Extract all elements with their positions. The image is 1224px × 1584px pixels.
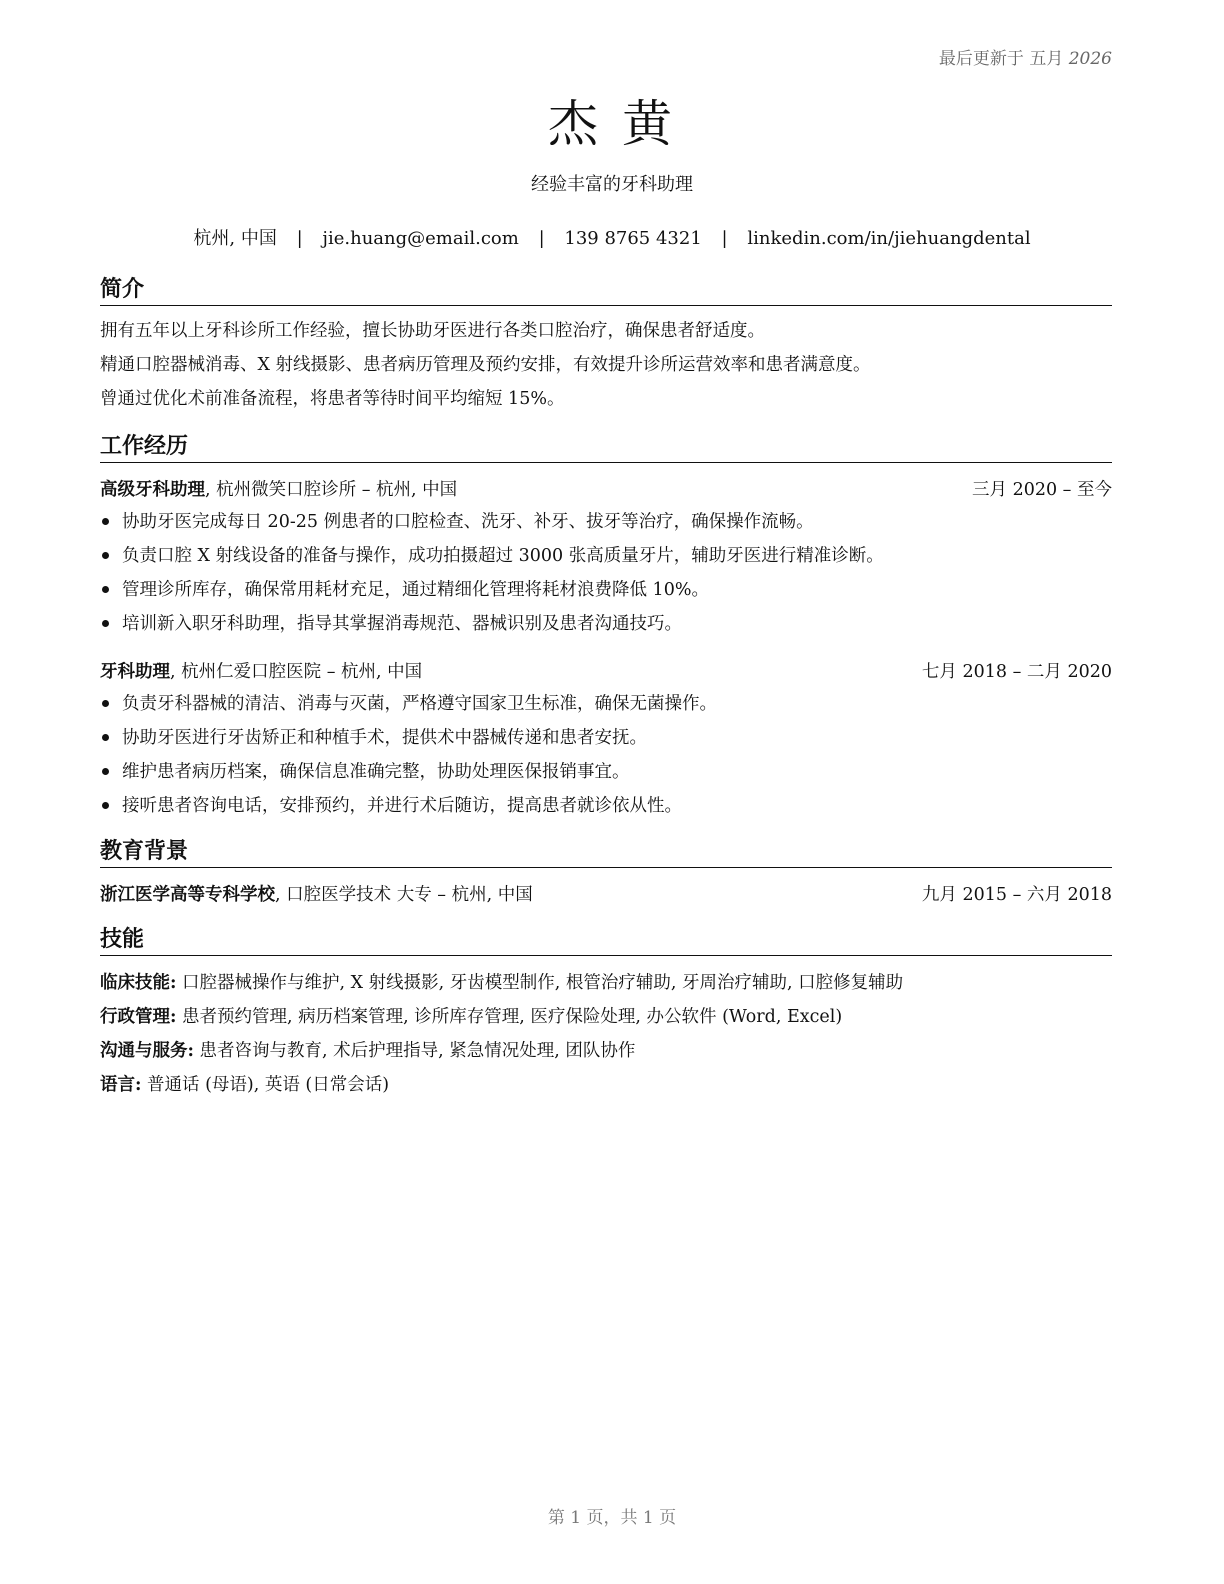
job-dates: 三月 2020 – 至今 (972, 480, 1112, 500)
job-header (100, 659, 1112, 685)
contact-location: 杭州, 中国 (193, 228, 277, 249)
skill-label: 语言: (100, 1075, 142, 1095)
experience-section (100, 433, 1112, 823)
summary-line: 精通口腔器械消毒、X 射线摄影、患者病历管理及预约安排，有效提升诊所运营效率和患者满意度。 (100, 355, 871, 375)
job-header (100, 477, 1112, 503)
job-bullet-text: 协助牙医进行牙齿矫正和种植手术，提供术中器械传递和患者安抚。 (122, 728, 647, 748)
skill-value: 患者咨询与教育, 术后护理指导, 紧急情况处理, 团队协作 (193, 1041, 636, 1061)
contact-line (0, 224, 1224, 250)
summary-line: 拥有五年以上牙科诊所工作经验，擅长协助牙医进行各类口腔治疗，确保患者舒适度。 (100, 321, 765, 341)
job-bullet-text: 负责口腔 X 射线设备的准备与操作，成功拍摄超过 3000 张高质量牙片，辅助牙医进行精准诊断。 (122, 546, 884, 566)
skill-label: 行政管理: (100, 1007, 177, 1027)
bullet-dot-icon (102, 768, 109, 775)
last-updated-year: 2026 (1068, 49, 1112, 69)
job-bullet-text: 维护患者病历档案，确保信息准确完整，协助处理医保报销事宜。 (122, 762, 630, 782)
skill-row (100, 1034, 1112, 1068)
skills-title: 技能 (100, 926, 1112, 956)
candidate-name: 杰 黄 (548, 95, 676, 153)
candidate-headline: 经验丰富的牙科助理 (531, 174, 693, 195)
skill-row (100, 966, 1112, 1000)
bullet-dot-icon (102, 586, 109, 593)
job-bullet-text: 协助牙医完成每日 20-25 例患者的口腔检查、洗牙、补牙、拔牙等治疗，确保操作流畅。 (122, 512, 814, 532)
contact-separator: | (721, 228, 728, 249)
bullet-dot-icon (102, 518, 109, 525)
job-bullet (100, 607, 1112, 641)
job-org: , 杭州微笑口腔诊所 – 杭州, 中国 (205, 480, 458, 500)
bullet-dot-icon (102, 620, 109, 627)
job-bullet (100, 721, 1112, 755)
contact-separator: | (296, 228, 303, 249)
education-title: 教育背景 (100, 838, 1112, 868)
page-number: 第 1 页，共 1 页 (547, 1508, 677, 1528)
skill-label: 临床技能: (100, 973, 177, 993)
bullet-dot-icon (102, 734, 109, 741)
job-org: , 杭州仁爱口腔医院 – 杭州, 中国 (170, 662, 423, 682)
bullet-dot-icon (102, 802, 109, 809)
skill-value: 口腔器械操作与维护, X 射线摄影, 牙齿模型制作, 根管治疗辅助, 牙周治疗辅助, 口腔修复辅助 (176, 973, 904, 993)
education-detail: , 口腔医学技术 大专 – 杭州, 中国 (275, 885, 533, 905)
education-dates: 九月 2015 – 六月 2018 (921, 885, 1112, 905)
job-role: 高级牙科助理 (100, 480, 205, 500)
contact-phone: 139 8765 4321 (564, 228, 702, 249)
contact-linkedin-link[interactable]: linkedin.com/in/jiehuangdental (747, 228, 1031, 249)
bullet-dot-icon (102, 700, 109, 707)
education-school: 浙江医学高等专科学校 (100, 885, 275, 905)
education-section (100, 838, 1112, 908)
summary-section (100, 276, 1112, 416)
job-bullet-text: 培训新入职牙科助理，指导其掌握消毒规范、器械识别及患者沟通技巧。 (122, 614, 682, 634)
job-bullet (100, 573, 1112, 607)
experience-title: 工作经历 (100, 433, 1112, 463)
summary-line: 曾通过优化术前准备流程，将患者等待时间平均缩短 15%。 (100, 389, 565, 409)
job-bullet (100, 505, 1112, 539)
job-bullet (100, 789, 1112, 823)
job-bullet (100, 539, 1112, 573)
last-updated (939, 44, 1112, 69)
job-bullet (100, 687, 1112, 721)
job-dates: 七月 2018 – 二月 2020 (921, 662, 1112, 682)
bullet-dot-icon (102, 552, 109, 559)
contact-separator: | (538, 228, 545, 249)
job-bullet-text: 负责牙科器械的清洁、消毒与灭菌，严格遵守国家卫生标准，确保无菌操作。 (122, 694, 717, 714)
job-bullet-text: 接听患者咨询电话，安排预约，并进行术后随访，提高患者就诊依从性。 (122, 796, 682, 816)
skill-label: 沟通与服务: (100, 1041, 194, 1061)
skill-value: 患者预约管理, 病历档案管理, 诊所库存管理, 医疗保险处理, 办公软件 (Word, Excel) (176, 1007, 843, 1027)
skill-row (100, 1068, 1112, 1102)
last-updated-label: 最后更新于 五月 (938, 49, 1064, 69)
job-entry (100, 659, 1112, 823)
job-role: 牙科助理 (100, 662, 170, 682)
education-entry (100, 882, 1112, 908)
skills-section (100, 926, 1112, 1102)
contact-email-link[interactable]: jie.huang@email.com (322, 228, 519, 249)
skill-row (100, 1000, 1112, 1034)
skill-value: 普通话 (母语), 英语 (日常会话) (141, 1075, 390, 1095)
job-bullet-text: 管理诊所库存，确保常用耗材充足，通过精细化管理将耗材浪费降低 10%。 (122, 580, 709, 600)
summary-title: 简介 (100, 276, 1112, 306)
job-bullet (100, 755, 1112, 789)
job-entry (100, 477, 1112, 641)
